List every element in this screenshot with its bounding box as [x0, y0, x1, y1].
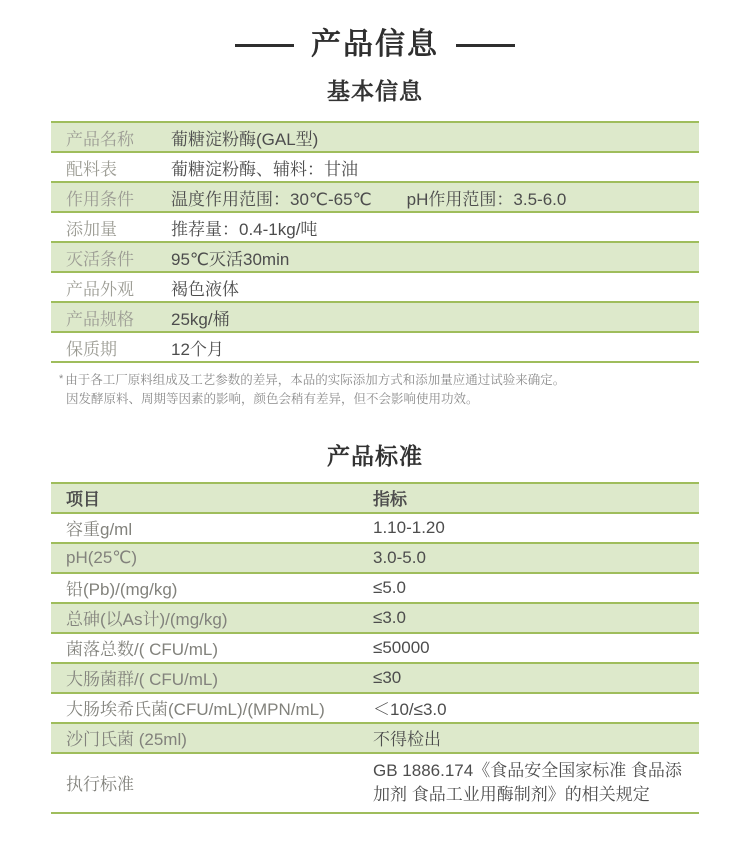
footnote-asterisk: *	[59, 373, 64, 385]
row-label: 大肠菌群/( CFU/mL)	[66, 670, 219, 690]
standards-table	[51, 482, 699, 814]
row-value: 12个月	[171, 339, 224, 359]
footnote-text-1: 由于各工厂原料组成及工艺参数的差异，本品的实际添加方式和添加量应通过试验来确定。	[65, 373, 566, 387]
product-info-page	[51, 0, 699, 814]
row-value: 葡糖淀粉酶(GAL型)	[171, 129, 319, 149]
row-label: 产品外观	[66, 279, 134, 299]
row-value: 95℃灭活30min	[171, 249, 290, 269]
row-value: 葡糖淀粉酶、辅料：甘油	[171, 159, 358, 179]
row-value: 3.0-5.0	[373, 547, 426, 567]
table-header-row	[51, 482, 699, 512]
title-right-dash	[456, 44, 515, 47]
row-label: 大肠埃希氏菌(CFU/mL)/(MPN/mL)	[66, 700, 325, 720]
row-label: 菌落总数/( CFU/mL)	[66, 640, 219, 660]
table-row-bulk-density	[51, 512, 699, 542]
footnote-line-2: 因发酵原料、周期等因素的影响，颜色会稍有差异，但不会影响使用功效。	[66, 392, 479, 407]
row-value: 温度作用范围：30℃-65℃	[171, 189, 372, 209]
table-row-salmonella	[51, 722, 699, 752]
row-label: 添加量	[66, 219, 117, 239]
page-title-text: 产品信息	[311, 28, 439, 61]
table-row-conditions	[51, 181, 699, 211]
row-label: 执行标准	[66, 775, 134, 795]
title-left-dash	[235, 44, 294, 47]
row-value: 褐色液体	[171, 279, 239, 299]
row-value: ≤3.0	[373, 607, 406, 627]
table-row-coliform	[51, 662, 699, 692]
standards-heading: 产品标准	[327, 442, 423, 469]
row-value: ≤30	[373, 667, 402, 687]
table-row-standard	[51, 752, 699, 812]
row-value: 不得检出	[373, 730, 441, 750]
row-label: 灭活条件	[66, 249, 134, 269]
table-row-appearance	[51, 271, 699, 301]
row-value: GB 1886.174《食品安全国家标准 食品添加剂 食品工业用酶制剂》的相关规定	[373, 760, 682, 804]
row-value: 25kg/桶	[171, 309, 230, 329]
table-row-product-name	[51, 121, 699, 151]
row-value: 1.10-1.20	[373, 517, 445, 537]
table-row-arsenic	[51, 602, 699, 632]
row-label: 铅(Pb)/(mg/kg)	[66, 580, 178, 600]
header-item: 项目	[66, 490, 100, 510]
row-value: ≤5.0	[373, 577, 406, 597]
basic-info-table	[51, 121, 699, 363]
row-label: 作用条件	[66, 189, 134, 209]
header-indicator: 指标	[373, 490, 407, 510]
row-value: ＜10/≤3.0	[373, 700, 447, 720]
row-label: 容重g/ml	[66, 520, 133, 540]
row-label: 总砷(以As计)/(mg/kg)	[66, 610, 228, 630]
table-row-spec	[51, 301, 699, 331]
table-row-shelf-life	[51, 331, 699, 361]
page-title	[51, 0, 699, 63]
row-label: 产品规格	[66, 309, 134, 329]
row-label: pH(25℃)	[66, 547, 138, 567]
table-row-ecoli	[51, 692, 699, 722]
table-row-ph	[51, 542, 699, 572]
row-value: 推荐量：0.4-1kg/吨	[171, 219, 318, 239]
footnote	[51, 371, 699, 410]
row-label: 沙门氏菌 (25ml)	[66, 730, 187, 750]
basic-info-heading: 基本信息	[327, 78, 423, 104]
row-label: 产品名称	[66, 129, 134, 149]
footnote-line-1	[59, 371, 699, 390]
row-label: 保质期	[66, 339, 117, 359]
row-value: ≤50000	[373, 637, 430, 657]
row-label: 配料表	[66, 159, 117, 179]
table-row-dosage	[51, 211, 699, 241]
row-value-secondary: pH作用范围：3.5-6.0	[406, 189, 567, 209]
table-row-lead	[51, 572, 699, 602]
table-row-colony-count	[51, 632, 699, 662]
table-row-ingredients	[51, 151, 699, 181]
table-row-inactivation	[51, 241, 699, 271]
